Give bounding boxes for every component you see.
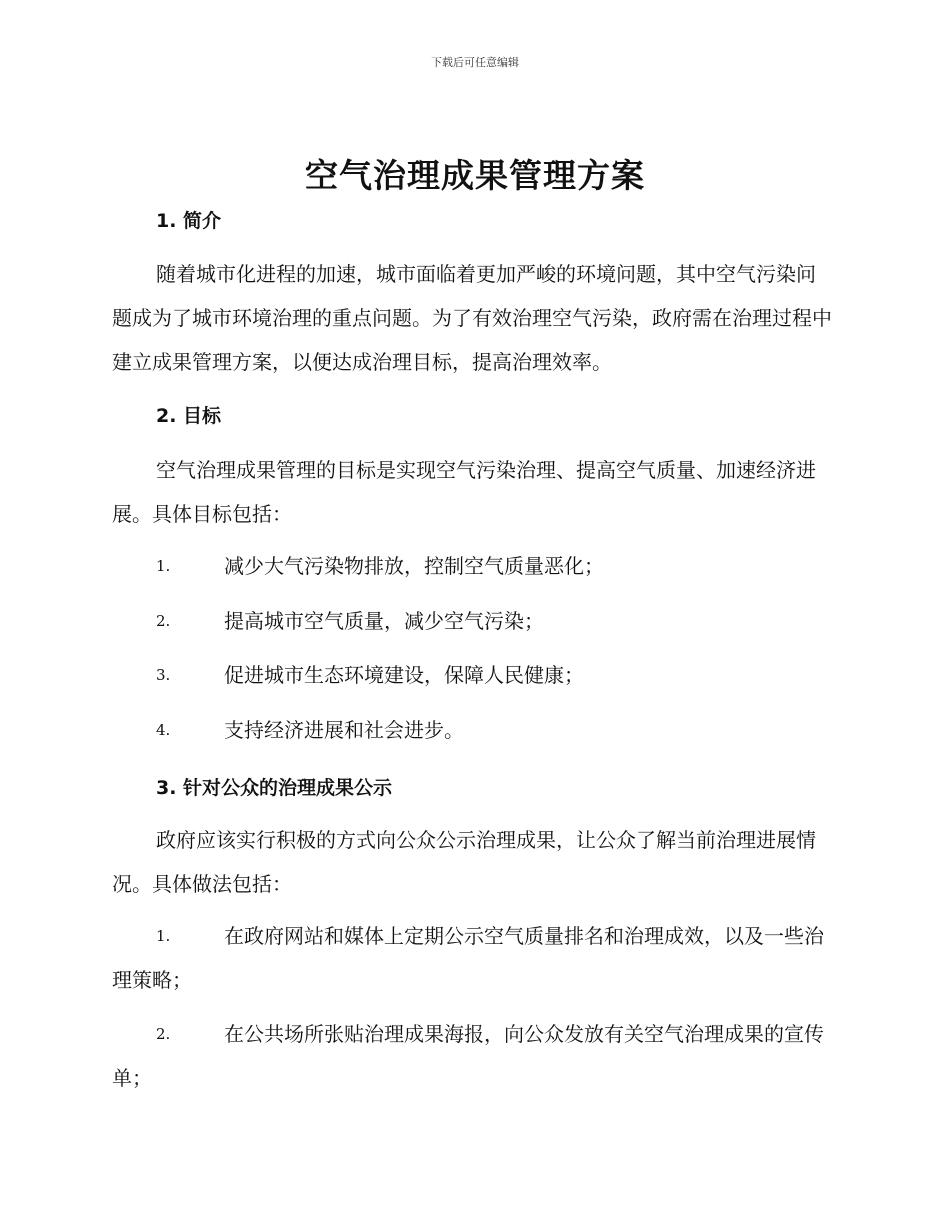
list-item-text: 减少大气污染物排放，控制空气质量恶化； bbox=[224, 554, 604, 578]
list-item-number: 2. bbox=[156, 612, 171, 630]
list-item bbox=[112, 708, 832, 752]
list-item-text: 支持经济进展和社会进步。 bbox=[224, 718, 464, 742]
list-item bbox=[112, 544, 832, 588]
section-heading-intro: 1. 简介 bbox=[156, 210, 222, 232]
section-heading-public-disclosure: 3. 针对公众的治理成果公示 bbox=[156, 777, 393, 799]
list-item bbox=[112, 599, 832, 643]
header-note: 下载后可任意编辑 bbox=[431, 56, 519, 69]
list-item bbox=[112, 1012, 832, 1100]
list-item-number: 1. bbox=[156, 927, 171, 945]
list-item-number: 4. bbox=[156, 721, 171, 739]
section-paragraph-public-disclosure: 政府应该实行积极的方式向公众公示治理成果，让公众了解当前治理进展情况。具体做法包括： bbox=[112, 828, 816, 896]
list-item-text: 在公共场所张贴治理成果海报，向公众发放有关空气治理成果的宣传单； bbox=[112, 1022, 824, 1090]
list-item bbox=[112, 914, 832, 1002]
list-item-number: 1. bbox=[156, 557, 171, 575]
section-heading-goals: 2. 目标 bbox=[156, 405, 222, 427]
section-paragraph-goals: 空气治理成果管理的目标是实现空气污染治理、提高空气质量、加速经济进展。具体目标包括： bbox=[112, 458, 816, 526]
list-item-text: 在政府网站和媒体上定期公示空气质量排名和治理成效，以及一些治理策略； bbox=[112, 924, 824, 992]
list-item bbox=[112, 653, 832, 697]
list-item-text: 促进城市生态环境建设，保障人民健康； bbox=[224, 663, 584, 687]
list-item-text: 提高城市空气质量，减少空气污染； bbox=[224, 609, 544, 633]
list-item-number: 2. bbox=[156, 1025, 171, 1043]
list-item-number: 3. bbox=[156, 666, 171, 684]
document-title: 空气治理成果管理方案 bbox=[305, 156, 645, 195]
section-paragraph-intro: 随着城市化进程的加速，城市面临着更加严峻的环境问题，其中空气污染问题成为了城市环境治理的重点问题。为了有效治理空气污染，政府需在治理过程中建立成果管理方案，以便达成治理目标，提高治理效率。 bbox=[112, 262, 832, 374]
